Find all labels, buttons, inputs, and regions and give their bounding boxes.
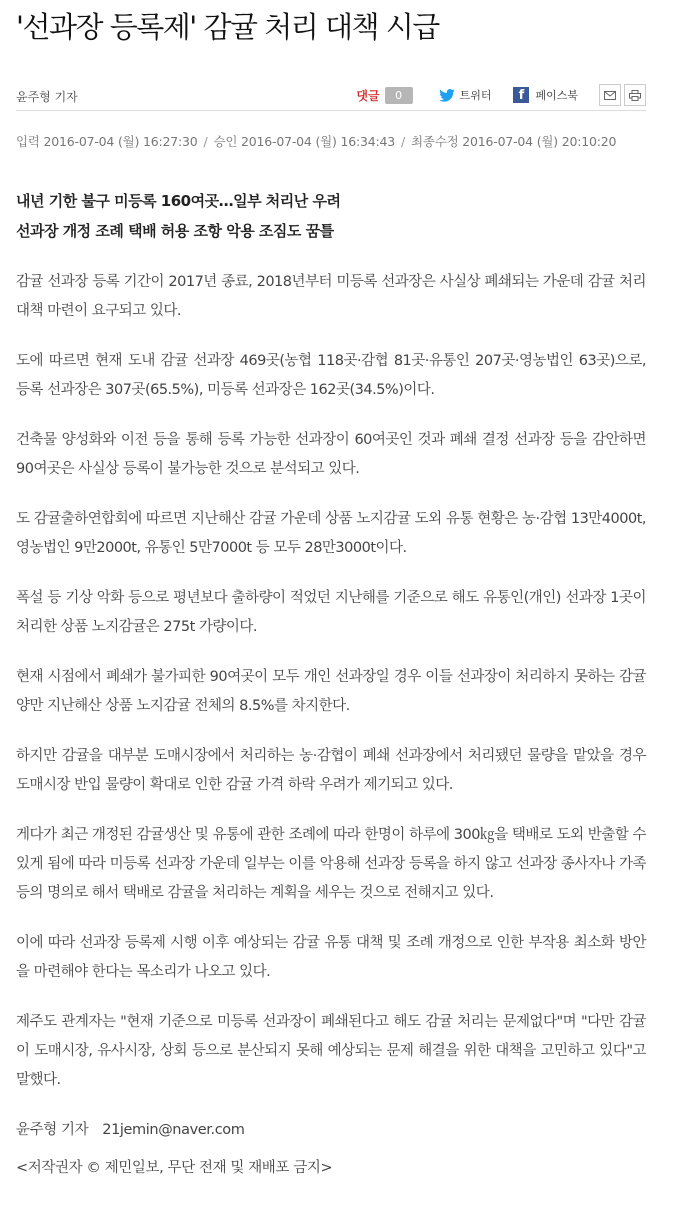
body-paragraph: 하지만 감귤을 대부분 도매시장에서 처리하는 농·감협이 폐쇄 선과장에서 처리됐던 물량을 맡았을 경우 도매시장 반입 물량이 확대로 인한 감귤 가격 하락 우려가 제기되고 있다.	[16, 748, 646, 793]
article-dates	[16, 132, 646, 150]
author-signature	[16, 1116, 646, 1145]
facebook-share-label: 페이스북	[535, 89, 578, 102]
body-paragraph: 폭설 등 기상 악화 등으로 평년보다 출하량이 적었던 지난해를 기준으로 해도 유통인(개인) 선과장 1곳이 처리한 상품 노지감귤은 275t 가량이다.	[16, 590, 646, 635]
subtitle-2: 선과장 개정 조례 택배 허용 조항 악용 조짐도 꿈틀	[16, 222, 334, 240]
comment-link[interactable]: 댓글	[356, 88, 380, 103]
article-title: '선과장 등록제' 감귤 처리 대책 시급	[16, 10, 439, 44]
body-paragraph: 게다가 최근 개정된 감귤생산 및 유통에 관한 조례에 따라 한명이 하루에 300㎏을 택배로 도외 반출할 수 있게 됨에 따라 미등록 선과장 가운데 일부는 이를 악용해 선과장 등록을 하지 않고 선과장 종사자나 가족 등의 명의로 해서 택배로 감귤을 처리하는 계획을 세우는 것으로 전해지고 있다.	[16, 827, 646, 901]
twitter-share-button[interactable]	[439, 87, 492, 103]
body-paragraph: 현재 시점에서 폐쇄가 불가피한 90여곳이 모두 개인 선과장일 경우 이들 선과장이 처리하지 못하는 감귤양만 지난해산 상품 노지감귤 전체의 8.5%를 차지한다.	[16, 669, 646, 714]
facebook-share-button[interactable]	[513, 87, 578, 103]
article	[16, 0, 646, 1183]
body-paragraph: 도에 따르면 현재 도내 감귤 선과장 469곳(농협 118곳·감협 81곳·유통인 207곳·영농법인 63곳)으로, 등록 선과장은 307곳(65.5%), 미등록 선과장은 162곳(34.5%)이다.	[16, 353, 646, 398]
input-date: 입력 2016-07-04 (월) 16:27:30	[16, 134, 198, 149]
body-paragraph: 도 감귤출하연합회에 따르면 지난해산 감귤 가운데 상품 노지감귤 도외 유통 현황은 농·감협 13만4000t, 영농법인 9만2000t, 유통인 5만7000t 등 모두 28만3000t이다.	[16, 511, 646, 556]
article-subtitles	[16, 186, 646, 246]
comment-count-badge[interactable]: 0	[385, 87, 413, 104]
date-separator: /	[400, 134, 405, 149]
copyright-notice: <저작권자 © 제민일보, 무단 전재 및 재배포 금지>	[16, 1160, 333, 1176]
body-paragraph: 제주도 관계자는 "현재 기준으로 미등록 선과장이 폐쇄된다고 해도 감귤 처리는 문제없다"며 "다만 감귤이 도매시장, 유사시장, 상회 등으로 분산되지 못해 예상되는 문제 해결을 위한 대책을 고민하고 있다"고 말했다.	[16, 1014, 646, 1088]
byline: 윤주형 기자	[16, 90, 78, 104]
share-toolbar	[356, 83, 646, 107]
updated-date: 최종수정 2016-07-04 (월) 20:10:20	[411, 134, 617, 149]
email-button[interactable]	[599, 84, 621, 106]
author-email[interactable]: 21jemin@naver.com	[102, 1122, 245, 1138]
subtitle-1: 내년 기한 불구 미등록 160여곳…일부 처리난 우려	[16, 192, 341, 210]
author-name: 윤주형 기자	[16, 1122, 89, 1138]
email-icon	[604, 91, 616, 100]
body-paragraph: 이에 따라 선과장 등록제 시행 이후 예상되는 감귤 유통 대책 및 조례 개정으로 인한 부작용 최소화 방안을 마련해야 한다는 목소리가 나오고 있다.	[16, 935, 646, 980]
twitter-icon	[439, 89, 455, 102]
article-meta-bar	[16, 73, 646, 111]
twitter-share-label: 트위터	[459, 89, 492, 102]
date-separator: /	[203, 134, 208, 149]
body-paragraph: 건축물 양성화와 이전 등을 통해 등록 가능한 선과장이 60여곳인 것과 폐쇄 결정 선과장 등을 감안하면 90여곳은 사실상 등록이 불가능한 것으로 분석되고 있다.	[16, 432, 646, 477]
print-button[interactable]	[624, 84, 646, 106]
body-paragraph: 감귤 선과장 등록 기간이 2017년 종료, 2018년부터 미등록 선과장은 사실상 폐쇄되는 가운데 감귤 처리 대책 마련이 요구되고 있다.	[16, 274, 646, 319]
approved-date: 승인 2016-07-04 (월) 16:34:43	[213, 134, 395, 149]
print-icon	[629, 90, 641, 101]
facebook-icon: f	[513, 87, 529, 103]
article-body	[16, 268, 646, 1095]
